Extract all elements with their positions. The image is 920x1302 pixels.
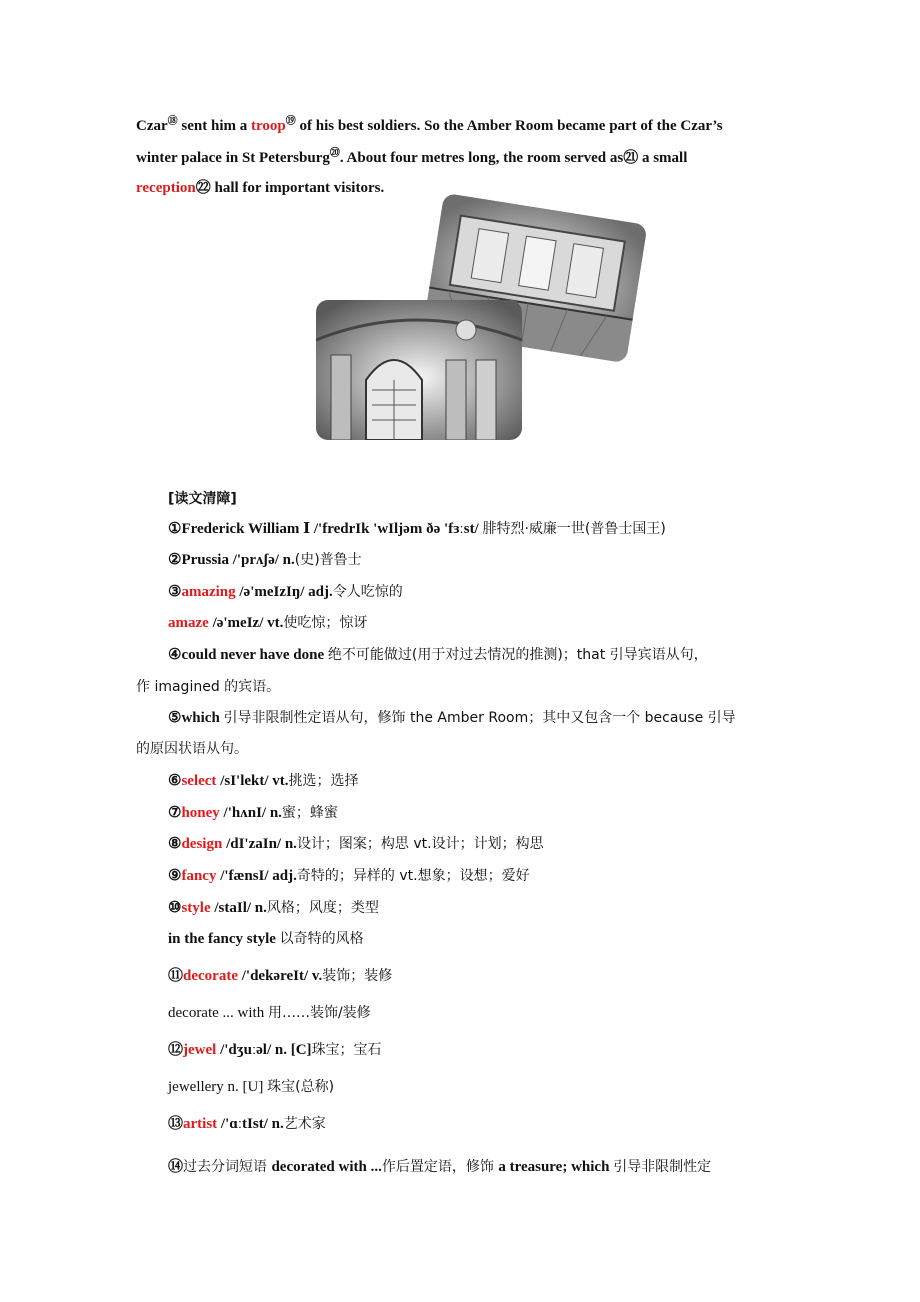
text-span: ⑬ [168,1116,184,1132]
text-span: /'dekəreIt/ v. [237,968,323,984]
note-ref-21: ㉑ [623,150,639,166]
note-6 [168,770,359,790]
text-span: /dI'zaIn/ n. [222,836,297,852]
text-span: sent him a [177,118,251,134]
word-czar: Czar [136,118,168,134]
text-span: 蜜；蜂蜜 [281,805,338,821]
text-span: 腓特烈·威廉一世(普鲁士国王) [482,521,666,537]
keyword-select: select [181,773,217,789]
text-span: 以奇特的风格 [279,931,364,947]
text-span: ⑪ [168,968,184,984]
text-span: 设计；图案；构思 vt.设计；计划；构思 [296,836,544,852]
text-span: /ə'meIz/ vt. [208,615,284,631]
text-span: ⑨ [168,868,182,884]
note-8 [168,833,544,853]
text-span: ⑭ [168,1159,184,1175]
keyword-style: style [181,900,211,916]
text-span: 过去分词短语 [183,1159,272,1175]
palace-hall-photo-front [316,300,522,440]
note-13 [168,1112,326,1133]
note-11 [168,964,392,985]
keyword-amaze: amaze [168,615,209,631]
note-10b [168,928,364,948]
note-11b [168,1002,371,1022]
text-span: ⑦ [168,805,182,821]
text-span: 风格；风度；类型 [266,900,379,916]
text-span: 装饰；装修 [322,968,393,984]
text-span: /'ɑːtIst/ n. [217,1116,284,1132]
text-span: decorate ... with [168,1005,268,1021]
text-span: 引导非限制性定 [613,1159,712,1175]
text-span: Frederick William Ⅰ /'fredrIk 'wIljəm ðə 'fɜːst/ [181,521,483,537]
text-span: 挑选；选择 [288,773,359,789]
text-span: 珠宝；宝石 [311,1042,382,1058]
palace-hall-illustration [316,300,522,440]
note-ref-22: ㉒ [195,180,211,196]
text-span: /'hʌnI/ n. [219,805,282,821]
note-4 [168,644,708,664]
text-span: 奇特的；异样的 vt.想象；设想；爱好 [296,868,530,884]
text-span: 绝不可能做过(用于对过去情况的推测)；that 引导宾语从句， [327,647,708,663]
note-5 [168,707,736,727]
text-span: ② [168,552,182,568]
text-span: 用……装饰/装修 [267,1005,371,1021]
keyword-troop: troop [251,118,286,134]
text-span: a treasure; which [498,1159,614,1175]
text-line-3 [136,176,384,197]
text-span: 使吃惊；惊讶 [283,615,368,631]
text-span: Prussia /'prʌʃə/ n. [181,552,295,568]
text-span: 珠宝(总称) [267,1079,335,1095]
text-span: decorated with ... [271,1159,382,1175]
text-span: ⑩ [168,900,182,916]
text-span: /'dʒuːəl/ n. [C] [216,1042,312,1058]
text-span: hall for important visitors. [210,180,385,196]
note-12b [168,1076,334,1096]
note-7 [168,802,338,822]
keyword-decorate: decorate [183,968,238,984]
note-2 [168,549,362,569]
note-3b [168,612,367,632]
text-span: /'fænsI/ adj. [216,868,297,884]
text-span: winter palace in St Petersburg [136,150,330,166]
text-span: /staIl/ n. [210,900,267,916]
text-span: ⑥ [168,773,182,789]
notes-heading [168,488,237,508]
note-ref-19: ⑲ [285,116,296,127]
text-span: ⑤ [168,710,182,726]
text-span: (史)普鲁士 [294,552,362,568]
keyword-artist: artist [183,1116,218,1132]
text-span: ① [168,521,182,537]
text-span: 艺术家 [283,1116,326,1132]
text-span: [读文清障] [168,491,237,507]
note-5b [136,738,248,758]
text-span: 作 imagined 的宾语。 [136,679,281,695]
note-10 [168,897,379,917]
text-span: . About four metres long, the room served as [339,150,624,166]
text-span: 令人吃惊的 [332,584,403,600]
note-ref-20: ⑳ [329,148,340,159]
text-span: ③ [168,584,182,600]
text-span: /ə'meIzIŋ/ adj. [235,584,333,600]
text-span: 引导非限制性定语从句，修饰 the Amber Room；其中又包含一个 because 引导 [223,710,736,726]
keyword-amazing: amazing [181,584,236,600]
note-1 [168,518,666,538]
text-span: of his best soldiers. So the Amber Room became part of the Czar’s [295,118,723,134]
text-span: could never have done [181,647,328,663]
keyword-jewel: jewel [183,1042,217,1058]
text-line-1 [136,112,786,135]
note-ref-18: ⑱ [167,116,178,127]
text-line-2 [136,144,786,167]
keyword-fancy: fancy [181,868,217,884]
text-span: ④ [168,647,182,663]
keyword-reception: reception [136,180,196,196]
note-3 [168,581,403,601]
note-12 [168,1038,382,1059]
text-span: 作后置定语，修饰 [381,1159,499,1175]
note-14 [168,1155,711,1176]
note-9 [168,865,530,885]
text-span: which [181,710,224,726]
text-span: ⑧ [168,836,182,852]
text-span: jewellery n. [U] [168,1079,268,1095]
keyword-honey: honey [181,805,220,821]
keyword-design: design [181,836,223,852]
note-4b [136,676,280,696]
text-span: ⑫ [168,1042,184,1058]
text-span: 的原因状语从句。 [136,741,248,757]
text-span: in the fancy style [168,931,280,947]
text-span: a small [638,150,688,166]
text-span: /sI'lekt/ vt. [216,773,289,789]
